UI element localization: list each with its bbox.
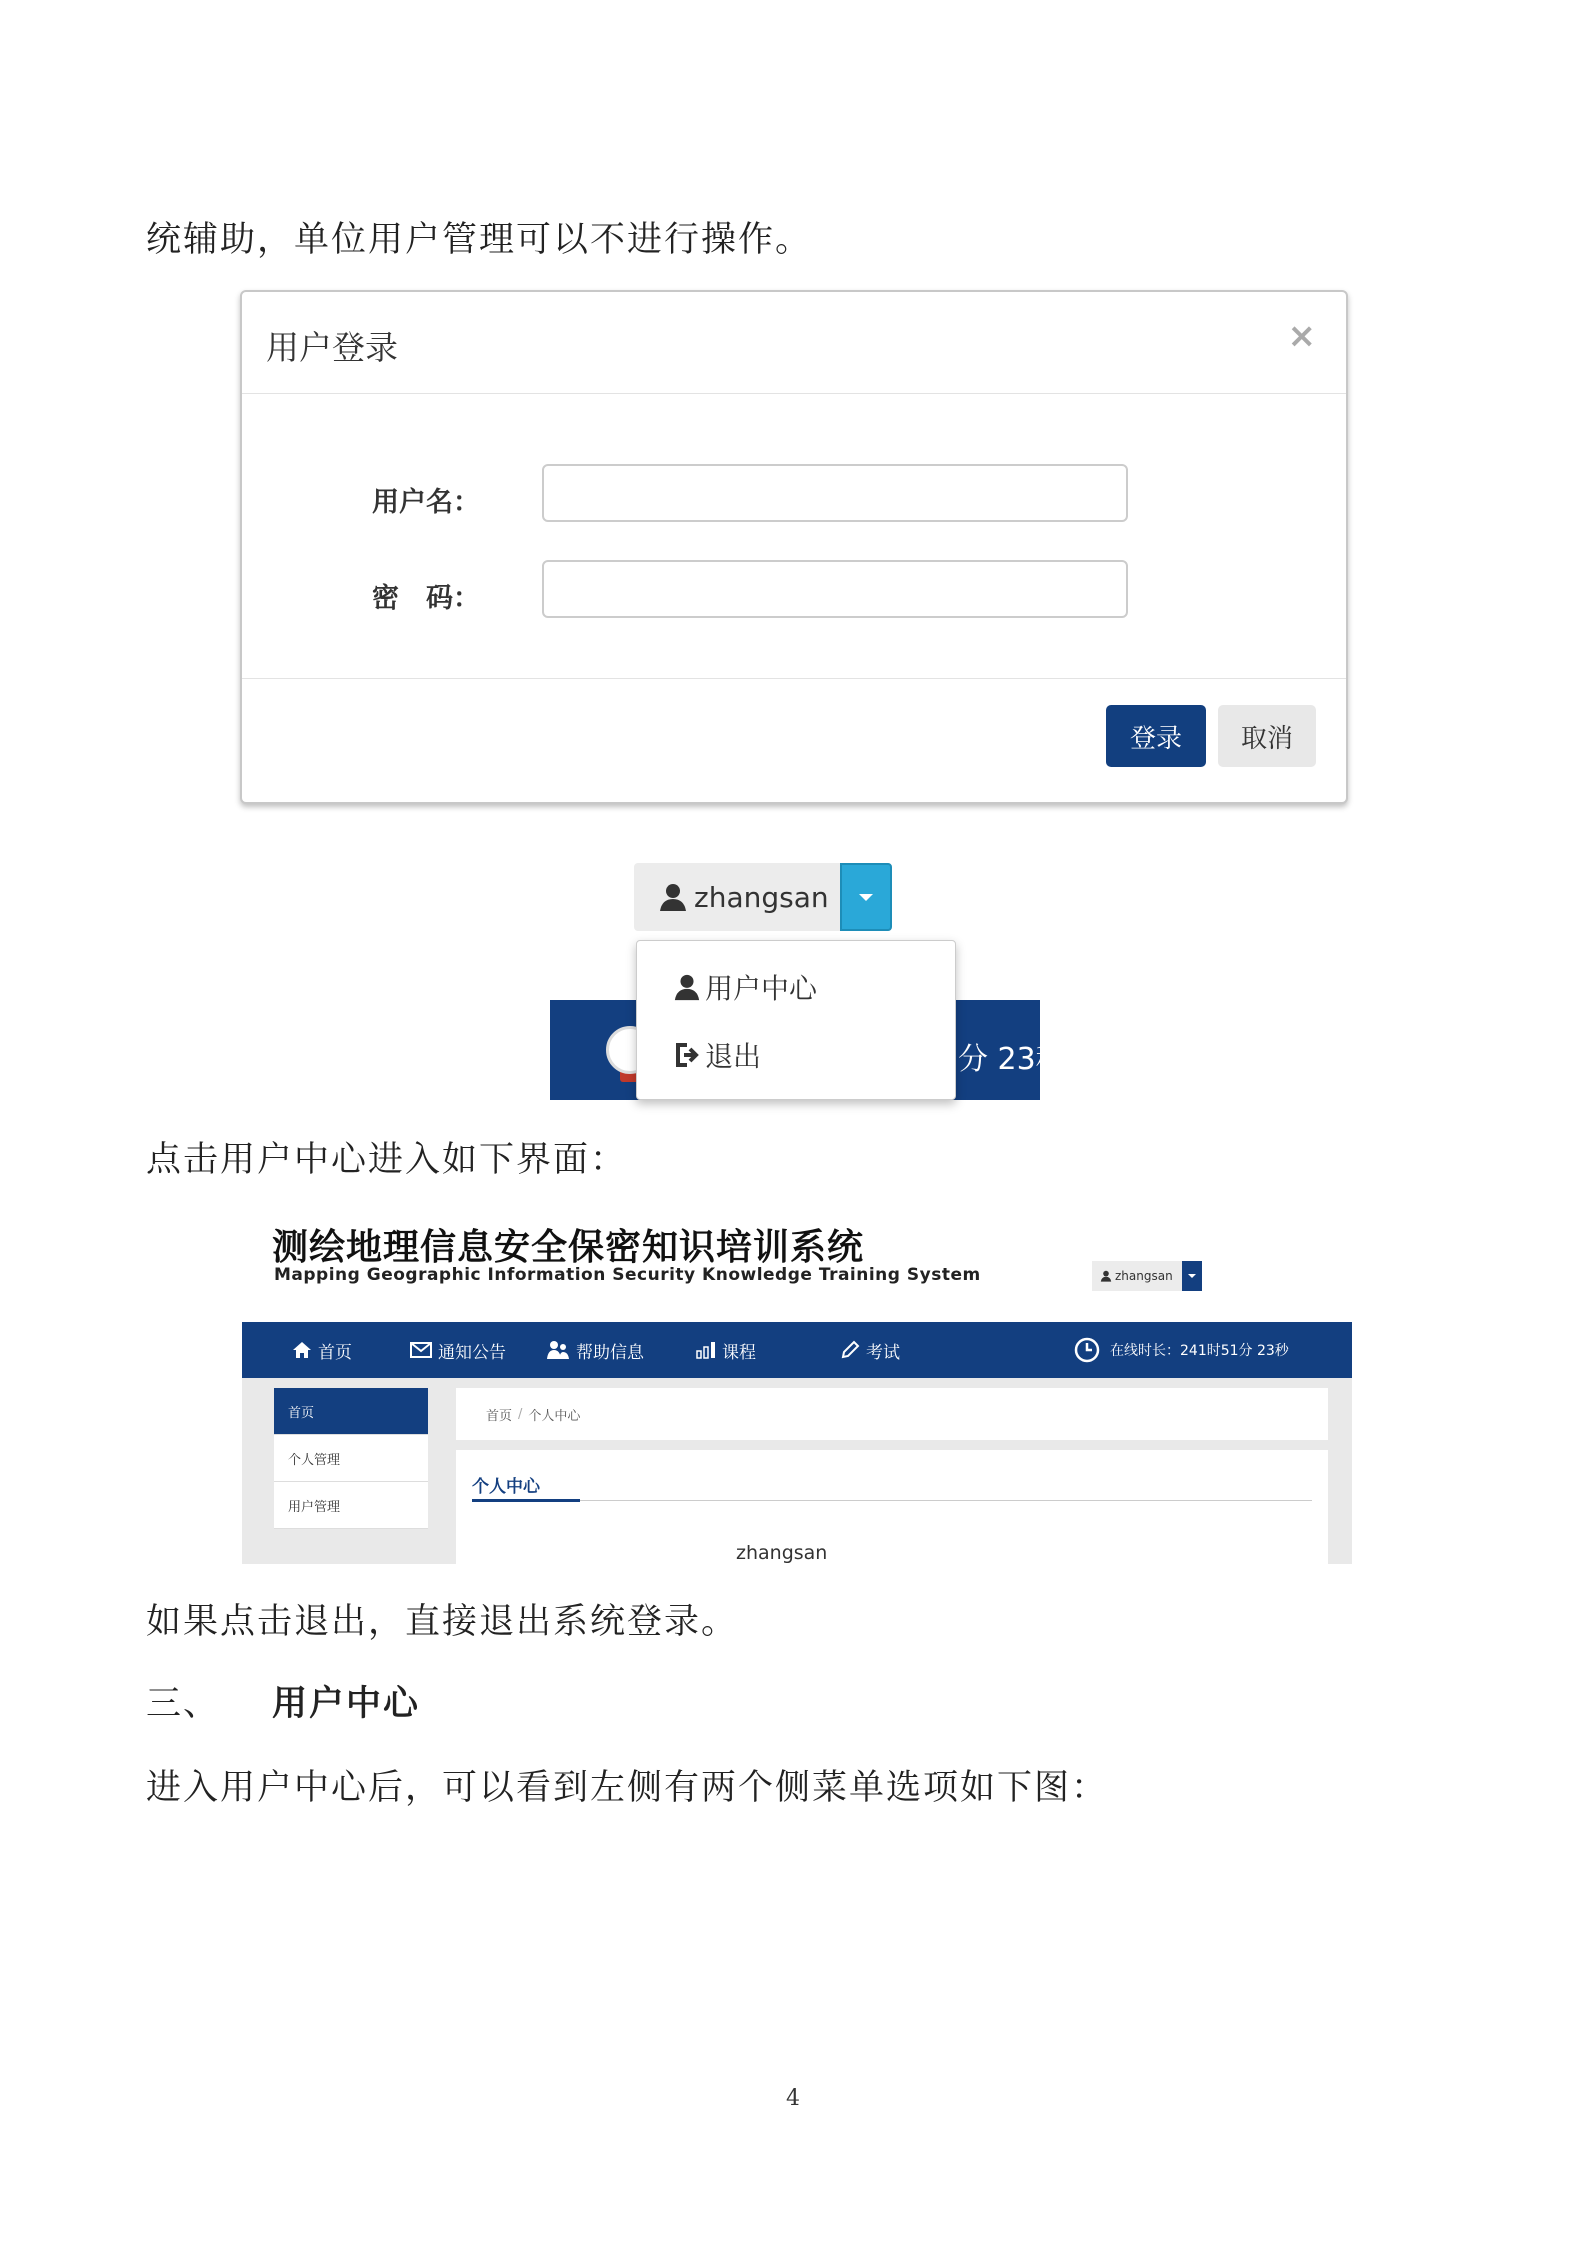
menu-item-label: 用户中心 [705,972,818,1005]
online-time-text: 在线时长：241时51分 23秒 [1110,1343,1289,1359]
divider [472,1500,1312,1501]
profile-name: zhangsan [736,1542,828,1564]
user-button[interactable] [634,863,840,931]
breadcrumb-separator: / [518,1406,523,1422]
side-item-personal[interactable]: 个人管理 [274,1435,428,1482]
username-label: 用户名： [372,487,480,518]
site-title: 测绘地理信息安全保密知识培训系统 [272,1227,865,1268]
paragraph-3: 如果点击退出，直接退出系统登录。 [146,1602,739,1642]
side-menu [274,1388,428,1529]
user-icon [673,973,701,1001]
breadcrumb [456,1388,1328,1440]
user-dropdown-figure [550,860,1066,1100]
cancel-button[interactable]: 取消 [1218,705,1316,767]
section-title: 个人中心 [472,1477,540,1497]
clock-icon [1074,1337,1100,1363]
nav-exam[interactable] [840,1322,900,1378]
envelope-icon [410,1342,432,1358]
nav-label: 课程 [722,1342,756,1363]
paragraph-1: 统辅助，单位用户管理可以不进行操作。 [146,220,813,260]
dropdown-menu [636,940,956,1100]
user-icon [1100,1270,1112,1282]
side-item-home[interactable]: 首页 [274,1388,428,1435]
breadcrumb-current: 个人中心 [528,1408,581,1424]
nav-notices[interactable] [410,1322,506,1378]
main-panel [456,1450,1328,1564]
users-icon [546,1340,570,1360]
paragraph-2: 点击用户中心进入如下界面： [146,1140,628,1180]
username-input[interactable] [542,464,1128,522]
menu-item-label: 退出 [705,1040,762,1073]
user-center-figure [242,1206,1352,1564]
dropdown-toggle[interactable] [840,863,892,931]
close-icon[interactable]: × [1287,316,1316,356]
user-name: zhangsan [694,880,829,914]
login-modal [240,290,1348,804]
nav-label: 首页 [318,1342,352,1363]
user-icon [658,882,688,912]
page-number: 4 [786,2086,800,2111]
breadcrumb-home[interactable]: 首页 [486,1408,513,1424]
online-time [1074,1322,1289,1378]
side-item-users[interactable]: 用户管理 [274,1482,428,1529]
username-row [242,464,1346,528]
user-name: zhangsan [1115,1269,1173,1283]
menu-item-user-center[interactable] [673,967,817,1007]
menu-item-logout[interactable] [673,1035,761,1075]
nav-courses[interactable] [696,1322,756,1378]
section-heading [146,1676,420,1726]
password-label: 密 码： [372,583,480,614]
nav-label: 通知公告 [438,1342,506,1363]
bar-chart-icon [696,1341,716,1359]
logout-icon [673,1041,701,1069]
heading-number: 三、 [146,1684,221,1724]
modal-footer [242,678,1346,799]
nav-label: 帮助信息 [576,1342,644,1363]
nav-help[interactable] [546,1322,644,1378]
home-icon [292,1341,312,1359]
caret-down-icon [1188,1274,1196,1278]
online-time-fragment: 分 23秒 [958,1042,1066,1077]
caret-down-icon [859,894,873,901]
modal-header [242,292,1346,394]
password-row [242,560,1346,624]
heading-text: 用户中心 [272,1683,421,1724]
nav-home[interactable] [292,1322,352,1378]
site-subtitle: Mapping Geographic Information Security Knowledge Training System [274,1265,981,1285]
modal-title: 用户登录 [266,328,398,367]
login-button[interactable]: 登录 [1106,705,1206,767]
paragraph-4: 进入用户中心后，可以看到左侧有两个侧菜单选项如下图： [146,1768,1109,1808]
password-input[interactable] [542,560,1128,618]
user-button[interactable] [1092,1261,1182,1291]
dropdown-toggle[interactable] [1182,1261,1202,1291]
pencil-icon [840,1340,860,1360]
main-navbar [242,1322,1352,1378]
active-tab-underline [472,1499,580,1502]
nav-label: 考试 [866,1342,900,1363]
